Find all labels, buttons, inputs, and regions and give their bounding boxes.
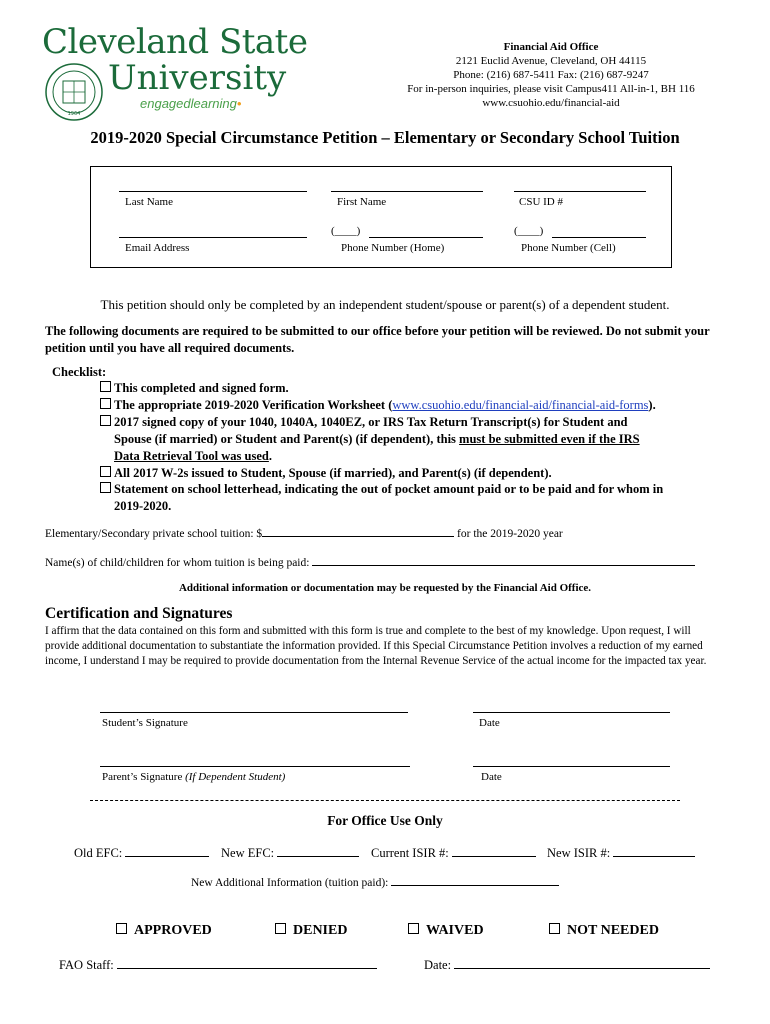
old-efc-field[interactable] (125, 846, 209, 857)
old-efc-label: Old EFC: (74, 846, 126, 860)
checkbox[interactable] (100, 381, 111, 392)
status-approved-label: APPROVED (134, 923, 212, 938)
status-not-needed[interactable] (549, 923, 659, 939)
additional-info-note: Additional information or documentation may be requested by the Financial Aid Office. (178, 582, 592, 594)
parent-date-label: Date (481, 771, 502, 783)
verification-forms-link[interactable]: www.csuohio.edu/financial-aid/financial-aid-forms (392, 398, 649, 412)
fao-date-field[interactable] (454, 958, 710, 969)
last-name-label: Last Name (125, 196, 173, 208)
phone-cell-field[interactable] (552, 237, 646, 238)
university-seal-icon (44, 62, 104, 122)
checklist-item-text: This completed and signed form. (114, 381, 289, 395)
checklist-item-5[interactable] (100, 481, 740, 515)
student-date-field[interactable] (473, 712, 670, 713)
phone-home-field[interactable] (369, 237, 483, 238)
last-name-field[interactable] (119, 191, 307, 192)
checklist-heading: Checklist: (52, 365, 107, 379)
status-not-needed-label: NOT NEEDED (567, 923, 659, 938)
status-denied-label: DENIED (293, 923, 348, 938)
checklist-item-3[interactable] (100, 414, 740, 465)
checklist-item-emphasis-1: must be submitted even if the IRS (459, 432, 640, 446)
checklist-item-2[interactable] (100, 397, 740, 414)
intro-text: This petition should only be completed by an independent student/spouse or parent(s) of a dependent student. (100, 297, 670, 312)
status-waived[interactable] (408, 923, 484, 939)
parent-signature-text: Parent’s Signature (102, 771, 186, 783)
parent-date-field[interactable] (473, 766, 670, 767)
new-isir-field[interactable] (613, 846, 695, 857)
checklist-item-emphasis-2: Data Retrieval Tool was used (114, 449, 269, 463)
checkbox[interactable] (100, 415, 111, 426)
current-isir-field[interactable] (452, 846, 536, 857)
new-efc-field[interactable] (277, 846, 359, 857)
phone-home-label: Phone Number (Home) (341, 242, 445, 254)
first-name-field[interactable] (331, 191, 483, 192)
checkbox[interactable] (116, 923, 127, 934)
csu-id-field[interactable] (514, 191, 646, 192)
seal-year: 1964 (67, 111, 81, 117)
logo-name-line2: University (108, 58, 287, 98)
certification-heading: Certification and Signatures (45, 605, 233, 622)
email-label: Email Address (125, 242, 190, 254)
new-additional-info-label: New Additional Information (tuition paid): (191, 877, 392, 889)
parent-signature-field[interactable] (100, 766, 410, 767)
logo-tagline-text: engagedlearning (140, 96, 237, 111)
new-additional-info-field[interactable] (391, 875, 559, 886)
checkbox[interactable] (100, 482, 111, 493)
form-title: 2019-2020 Special Circumstance Petition – Elementary or Secondary School Tuition (90, 128, 680, 147)
office-inperson: For in-person inquiries, please visit Campus411 All-in-1, BH 116 (407, 83, 695, 95)
checklist-item-text-2: 2019-2020. (114, 499, 172, 513)
office-divider (90, 800, 680, 801)
student-signature-field[interactable] (100, 712, 408, 713)
children-line (45, 555, 695, 569)
office-address-block (386, 40, 716, 110)
old-efc (74, 846, 209, 861)
parent-signature-label (102, 771, 285, 783)
status-waived-label: WAIVED (426, 923, 484, 938)
csu-id-label: CSU ID # (519, 196, 564, 208)
cell-area-code: (____) (514, 225, 544, 237)
new-efc-label: New EFC: (221, 846, 278, 860)
requirement-text: The following documents are required to be submitted to our office before your petition will be reviewed. Do not submit your petition until you have all required documents. (45, 324, 710, 355)
student-date-label: Date (479, 717, 500, 729)
office-use-heading: For Office Use Only (327, 813, 443, 828)
checkbox[interactable] (100, 398, 111, 409)
checklist-item-text: The appropriate 2019-2020 Verification Worksheet ( (114, 398, 393, 412)
phone-cell-label: Phone Number (Cell) (521, 242, 616, 254)
children-label: Name(s) of child/children for whom tuition is being paid: (45, 557, 313, 569)
checkbox[interactable] (100, 466, 111, 477)
checklist-item-text-end: ). (648, 398, 656, 412)
tuition-line (45, 526, 563, 540)
office-phone: Phone: (216) 687-5411 Fax: (216) 687-9247 (453, 69, 649, 81)
checklist-item-text: All 2017 W-2s issued to Student, Spouse (if married), and Parent(s) (if dependent). (114, 466, 552, 480)
current-isir (371, 846, 536, 861)
identity-box (90, 166, 672, 268)
status-approved[interactable] (116, 923, 212, 939)
student-signature-label: Student’s Signature (102, 717, 188, 729)
checklist-item-text: Statement on school letterhead, indicating the out of pocket amount paid or to be paid and for whom in (114, 482, 664, 496)
checklist-item-text-2: Spouse (if married) or Student and Parent(s) (if dependent), this (114, 432, 460, 446)
checklist-item-text: 2017 signed copy of your 1040, 1040A, 1040EZ, or IRS Tax Return Transcript(s) for Student and (114, 415, 628, 429)
tuition-label: Elementary/Secondary private school tuition: $ (45, 528, 263, 540)
checklist-item-1[interactable] (100, 380, 740, 397)
children-names-field[interactable] (312, 555, 695, 566)
fao-staff-label: FAO Staff: (59, 958, 117, 972)
office-address: 2121 Euclid Avenue, Cleveland, OH 44115 (455, 55, 647, 67)
checklist-item-text-3: . (268, 449, 272, 463)
parent-signature-note: (If Dependent Student) (185, 771, 286, 783)
logo-tagline: engagedlearning• (140, 96, 242, 111)
home-area-code: (____) (331, 225, 361, 237)
new-isir-label: New ISIR #: (547, 846, 614, 860)
new-efc (221, 846, 359, 861)
certification-text: I affirm that the data contained on this form and submitted with this form is true and complete to the best of my knowledge. Upon request, I will provide additional documentation to substantiate the information provided. If this Special Circumstance Petition involves a reduction of my earned income, I understand I may be required to provide documentation from the Internal Revenue Service of the actual income for the impacted tax year. (45, 625, 707, 667)
logo-name-line1: Cleveland State (42, 22, 308, 62)
status-denied[interactable] (275, 923, 347, 939)
new-additional-info (191, 875, 559, 889)
checkbox[interactable] (408, 923, 419, 934)
office-website: www.csuohio.edu/financial-aid (482, 97, 620, 109)
office-title: Financial Aid Office (503, 41, 599, 53)
fao-staff-field[interactable] (117, 958, 377, 969)
email-field[interactable] (119, 237, 307, 238)
new-isir (547, 846, 695, 861)
fao-staff (59, 958, 377, 973)
fao-date (424, 958, 710, 973)
checkbox[interactable] (275, 923, 286, 934)
tuition-amount-field[interactable] (262, 526, 454, 537)
tuition-suffix: for the 2019-2020 year (454, 528, 563, 540)
fao-date-label: Date: (424, 958, 455, 972)
checkbox[interactable] (549, 923, 560, 934)
checklist-item-4[interactable] (100, 465, 740, 482)
current-isir-label: Current ISIR #: (371, 846, 452, 860)
first-name-label: First Name (337, 196, 387, 208)
